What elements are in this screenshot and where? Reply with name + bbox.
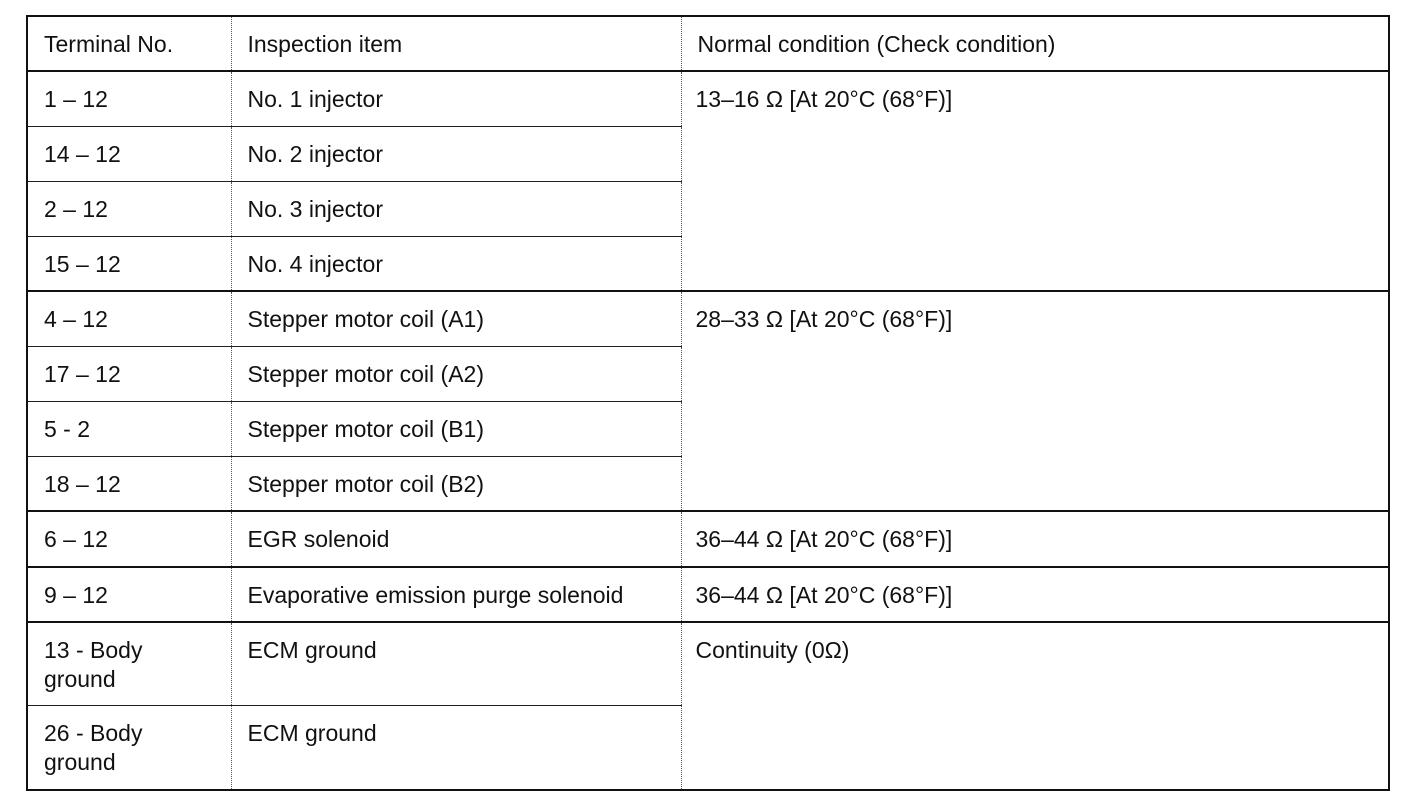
inspection-item-cell: Stepper motor coil (A1) — [231, 291, 681, 346]
condition-cell-ecm-ground: Continuity (0Ω) — [681, 622, 1389, 790]
inspection-item-cell: No. 2 injector — [231, 126, 681, 181]
condition-cell-injectors: 13–16 Ω [At 20°C (68°F)] — [681, 71, 1389, 291]
terminal-cell: 13 - Body ground — [27, 622, 231, 705]
inspection-item-cell: EGR solenoid — [231, 511, 681, 567]
condition-cell-egr-solenoid: 36–44 Ω [At 20°C (68°F)] — [681, 511, 1389, 567]
header-normal-condition: Normal condition (Check condition) — [681, 16, 1389, 71]
inspection-item-cell: Evaporative emission purge solenoid — [231, 567, 681, 622]
inspection-item-cell: No. 3 injector — [231, 181, 681, 236]
inspection-item-cell: No. 1 injector — [231, 71, 681, 126]
terminal-cell: 4 – 12 — [27, 291, 231, 346]
terminal-cell: 14 – 12 — [27, 126, 231, 181]
terminal-cell: 5 - 2 — [27, 401, 231, 456]
terminal-cell: 15 – 12 — [27, 236, 231, 291]
terminal-cell: 26 - Body ground — [27, 705, 231, 790]
table-row — [27, 71, 1389, 126]
table-header-row — [27, 16, 1389, 71]
table-row — [27, 291, 1389, 346]
terminal-cell: 18 – 12 — [27, 456, 231, 511]
condition-cell-stepper-motor: 28–33 Ω [At 20°C (68°F)] — [681, 291, 1389, 511]
table-row — [27, 511, 1389, 567]
inspection-item-cell: ECM ground — [231, 622, 681, 705]
condition-cell-purge-solenoid: 36–44 Ω [At 20°C (68°F)] — [681, 567, 1389, 622]
inspection-table — [26, 15, 1390, 791]
inspection-item-cell: Stepper motor coil (B2) — [231, 456, 681, 511]
header-terminal-no: Terminal No. — [27, 16, 231, 71]
inspection-item-cell: Stepper motor coil (A2) — [231, 346, 681, 401]
header-inspection-item: Inspection item — [231, 16, 681, 71]
terminal-cell: 2 – 12 — [27, 181, 231, 236]
inspection-item-cell: Stepper motor coil (B1) — [231, 401, 681, 456]
terminal-cell: 1 – 12 — [27, 71, 231, 126]
inspection-item-cell: No. 4 injector — [231, 236, 681, 291]
terminal-cell: 6 – 12 — [27, 511, 231, 567]
table-row — [27, 567, 1389, 622]
terminal-cell: 9 – 12 — [27, 567, 231, 622]
table-row — [27, 622, 1389, 705]
terminal-cell: 17 – 12 — [27, 346, 231, 401]
inspection-item-cell: ECM ground — [231, 705, 681, 790]
